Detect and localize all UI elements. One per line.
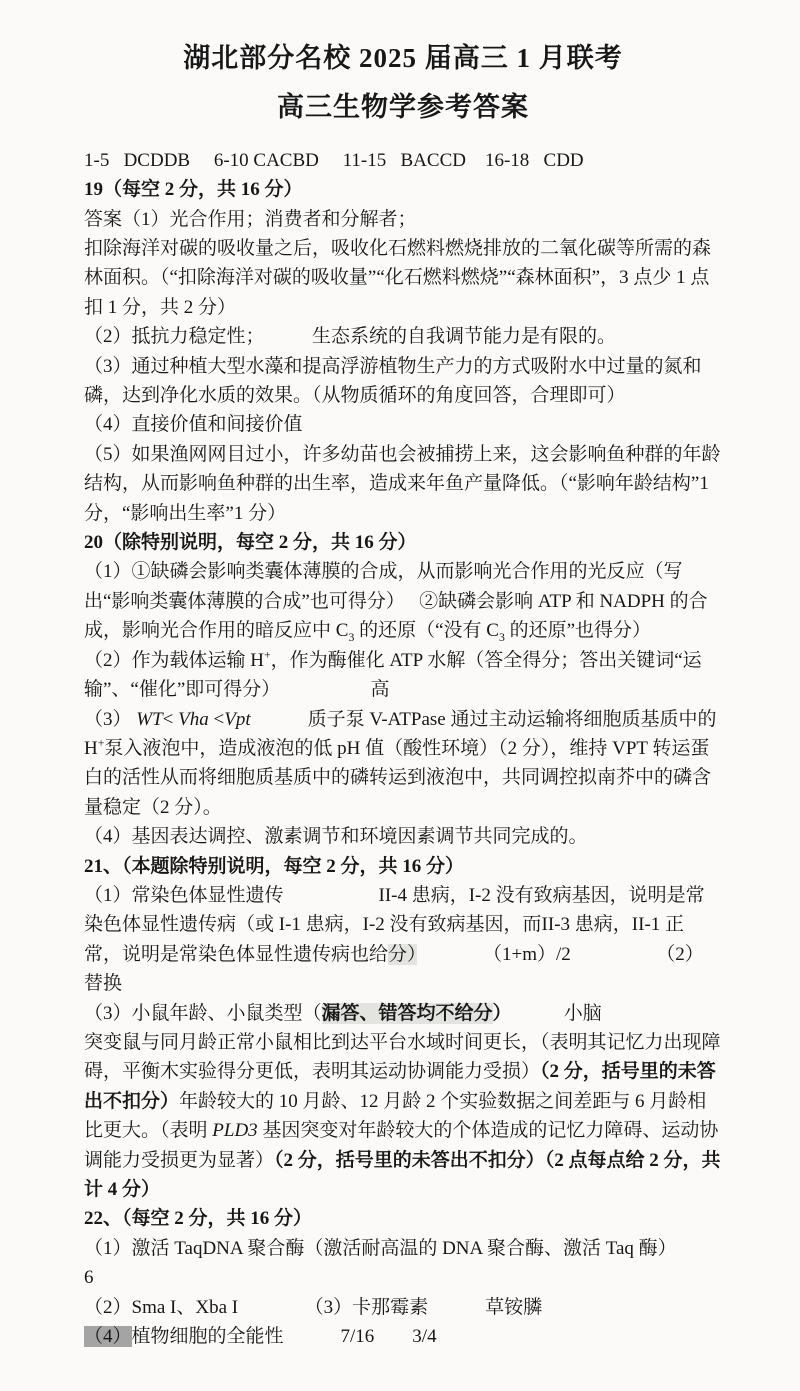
text-segment: WT bbox=[136, 708, 163, 730]
text-segment: 扣除海洋对碳的吸收量之后，吸收化石燃料燃烧排放的二氧化碳等所需的森林面积。（“扣除海洋对碳的吸收量”“化石燃料燃烧”“森林面积”，3 点少 1 点扣 1 分，共 2 分） bbox=[84, 238, 712, 318]
text-segment: （2）作为载体运输 H bbox=[84, 649, 264, 671]
q19-ans-5 bbox=[84, 440, 722, 528]
text-segment: （2 分，括号里的未答出不扣分） bbox=[84, 1061, 716, 1112]
q19-ans-1-continued bbox=[84, 234, 722, 322]
q20-ans-1 bbox=[84, 557, 722, 645]
text-segment: 3 bbox=[348, 631, 355, 645]
q22-header bbox=[84, 1204, 722, 1233]
q19-ans-4 bbox=[84, 410, 722, 439]
text-segment: （3） bbox=[84, 708, 137, 730]
q21-header bbox=[84, 852, 722, 881]
text-segment: （1）常染色体显性遗传 II-4 患病，I-2 没有致病基因，说明是常染色体显性遗传病（或 I-1 患病，I-2 没有致病基因，而II-3 患病，II-1 正常，说明是常染色体显性遗传病也给 bbox=[84, 884, 705, 965]
text-segment: （1）激活 TaqDNA 聚合酶（激活耐高温的 DNA 聚合酶、激活 Taq 酶） 6 bbox=[84, 1237, 763, 1289]
text-segment: 20（除特别说明，每空 2 分，共 16 分） bbox=[84, 532, 417, 554]
q21-ans-3 bbox=[84, 999, 722, 1028]
text-segment: （4） bbox=[84, 1326, 132, 1348]
text-segment: 泵入液泡中，造成液泡的低 pH 值（酸性环境）（2 分），维持 VPT 转运蛋白的活性从而将细胞质基质中的磷转运到液泡中，共同调控拟南芥中的磷含量稳定（2 分）。 bbox=[84, 737, 712, 818]
text-segment: （2 分，括号里的未答出不扣分）（2 点每点给 2 分，共计 4 分） bbox=[84, 1149, 721, 1200]
text-segment: （3）小鼠年龄、小鼠类型（ bbox=[84, 1002, 322, 1024]
q19-ans-1 bbox=[84, 205, 722, 234]
answer-key-row bbox=[84, 146, 722, 175]
q19-header bbox=[84, 175, 722, 204]
q20-header bbox=[84, 528, 722, 557]
q19-ans-3 bbox=[84, 352, 722, 411]
text-segment: 小脑 bbox=[502, 1002, 602, 1024]
q20-ans-3 bbox=[84, 705, 722, 823]
q22-ans-4 bbox=[84, 1322, 722, 1351]
text-segment: Vha bbox=[178, 708, 209, 730]
text-segment: （2）抵抗力稳定性； 生态系统的自我调节能力是有限的。 bbox=[84, 326, 617, 348]
q21-ans-3-explanation bbox=[84, 1028, 722, 1204]
text-segment: （1+m）/2 （2）替换 bbox=[84, 943, 704, 995]
text-segment: Vpt bbox=[224, 708, 251, 730]
answer-sheet-subtitle: 高三生物学参考答案 bbox=[277, 92, 529, 123]
text-segment: + bbox=[263, 648, 271, 662]
text-segment: 漏答、错答均不给分 bbox=[321, 1002, 493, 1024]
text-segment: PLD3 bbox=[212, 1120, 258, 1142]
q20-ans-2 bbox=[84, 646, 722, 705]
text-segment: + bbox=[97, 736, 105, 750]
q21-ans-1 bbox=[84, 881, 722, 999]
text-segment: 22、（每空 2 分，共 16 分） bbox=[84, 1208, 313, 1230]
text-segment: （3）通过种植大型水藻和提高浮游植物生产力的方式吸附水中过量的氮和磷，达到净化水质的效果。（从物质循环的角度回答，合理即可） bbox=[84, 355, 702, 407]
text-segment: 突变鼠与同月龄正常小鼠相比到达平台水域时间更长，（表明其记忆力出现障碍，平衡木实验得分更低，表明其运动协调能力受损） bbox=[84, 1031, 721, 1083]
text-segment: 的还原”也得分） bbox=[504, 620, 652, 642]
text-segment: 分） bbox=[388, 943, 417, 965]
text-segment: 基因突变对年龄较大的个体造成的记忆力障碍、运动协调能力受损更为显著） bbox=[84, 1120, 719, 1171]
text-segment: 答案（1）光合作用；消费者和分解者； bbox=[84, 208, 417, 230]
text-segment: ） bbox=[492, 1002, 503, 1024]
text-segment: （4）基因表达调控、激素调节和环境因素调节共同完成的。 bbox=[84, 826, 588, 848]
text-segment: 3 bbox=[498, 631, 505, 645]
text-segment: 的还原（“没有 C bbox=[354, 620, 499, 642]
q20-ans-4 bbox=[84, 822, 722, 851]
text-segment: （2）Sma I、Xba I （3）卡那霉素 草铵膦 bbox=[84, 1296, 543, 1318]
q22-ans-2-3 bbox=[84, 1293, 722, 1322]
text-segment: 质子泵 V-ATPase 通过主动运输将细胞质基质中的 H bbox=[84, 708, 722, 759]
text-segment: （4）直接价值和间接价值 bbox=[84, 414, 303, 436]
text-segment: < bbox=[208, 708, 225, 730]
q19-ans-2 bbox=[84, 322, 722, 351]
q22-ans-1 bbox=[84, 1234, 763, 1293]
text-segment: ，作为酶催化 ATP 水解（答全得分；答出关键词“运输”、“催化”即可得分） 高 bbox=[84, 649, 702, 701]
text-segment: 1-5 DCDDB 6-10 CACBD 11-15 BACCD 16-18 CDD bbox=[84, 149, 584, 171]
text-segment: 21、（本题除特别说明，每空 2 分，共 16 分） bbox=[84, 855, 465, 877]
exam-title: 湖北部分名校 2025 届高三 1 月联考 bbox=[183, 43, 623, 73]
text-segment: 植物细胞的全能性 7/16 3/4 bbox=[131, 1326, 437, 1348]
text-segment: （5）如果渔网网目过小，许多幼苗也会被捕捞上来，这会影响鱼种群的年龄结构，从而影响鱼种群的出生率，造成来年鱼产量降低。（“影响年龄结构”1 分，“影响出生率”1 分） bbox=[84, 443, 721, 524]
text-segment: （1）①缺磷会影响类囊体薄膜的合成，从而影响光合作用的光反应（写出“影响类囊体薄膜的合成”也可得分） ②缺磷会影响 ATP 和 NADPH 的合成，影响光合作用的暗反应中 C bbox=[84, 561, 708, 642]
text-segment: 19（每空 2 分，共 16 分） bbox=[84, 179, 303, 201]
text-segment: 年龄较大的 10 月龄、12 月龄 2 个实验数据之间差距与 6 月龄相比更大。（表明 bbox=[84, 1090, 707, 1142]
text-segment: < bbox=[162, 708, 179, 730]
document-body bbox=[84, 146, 763, 1352]
